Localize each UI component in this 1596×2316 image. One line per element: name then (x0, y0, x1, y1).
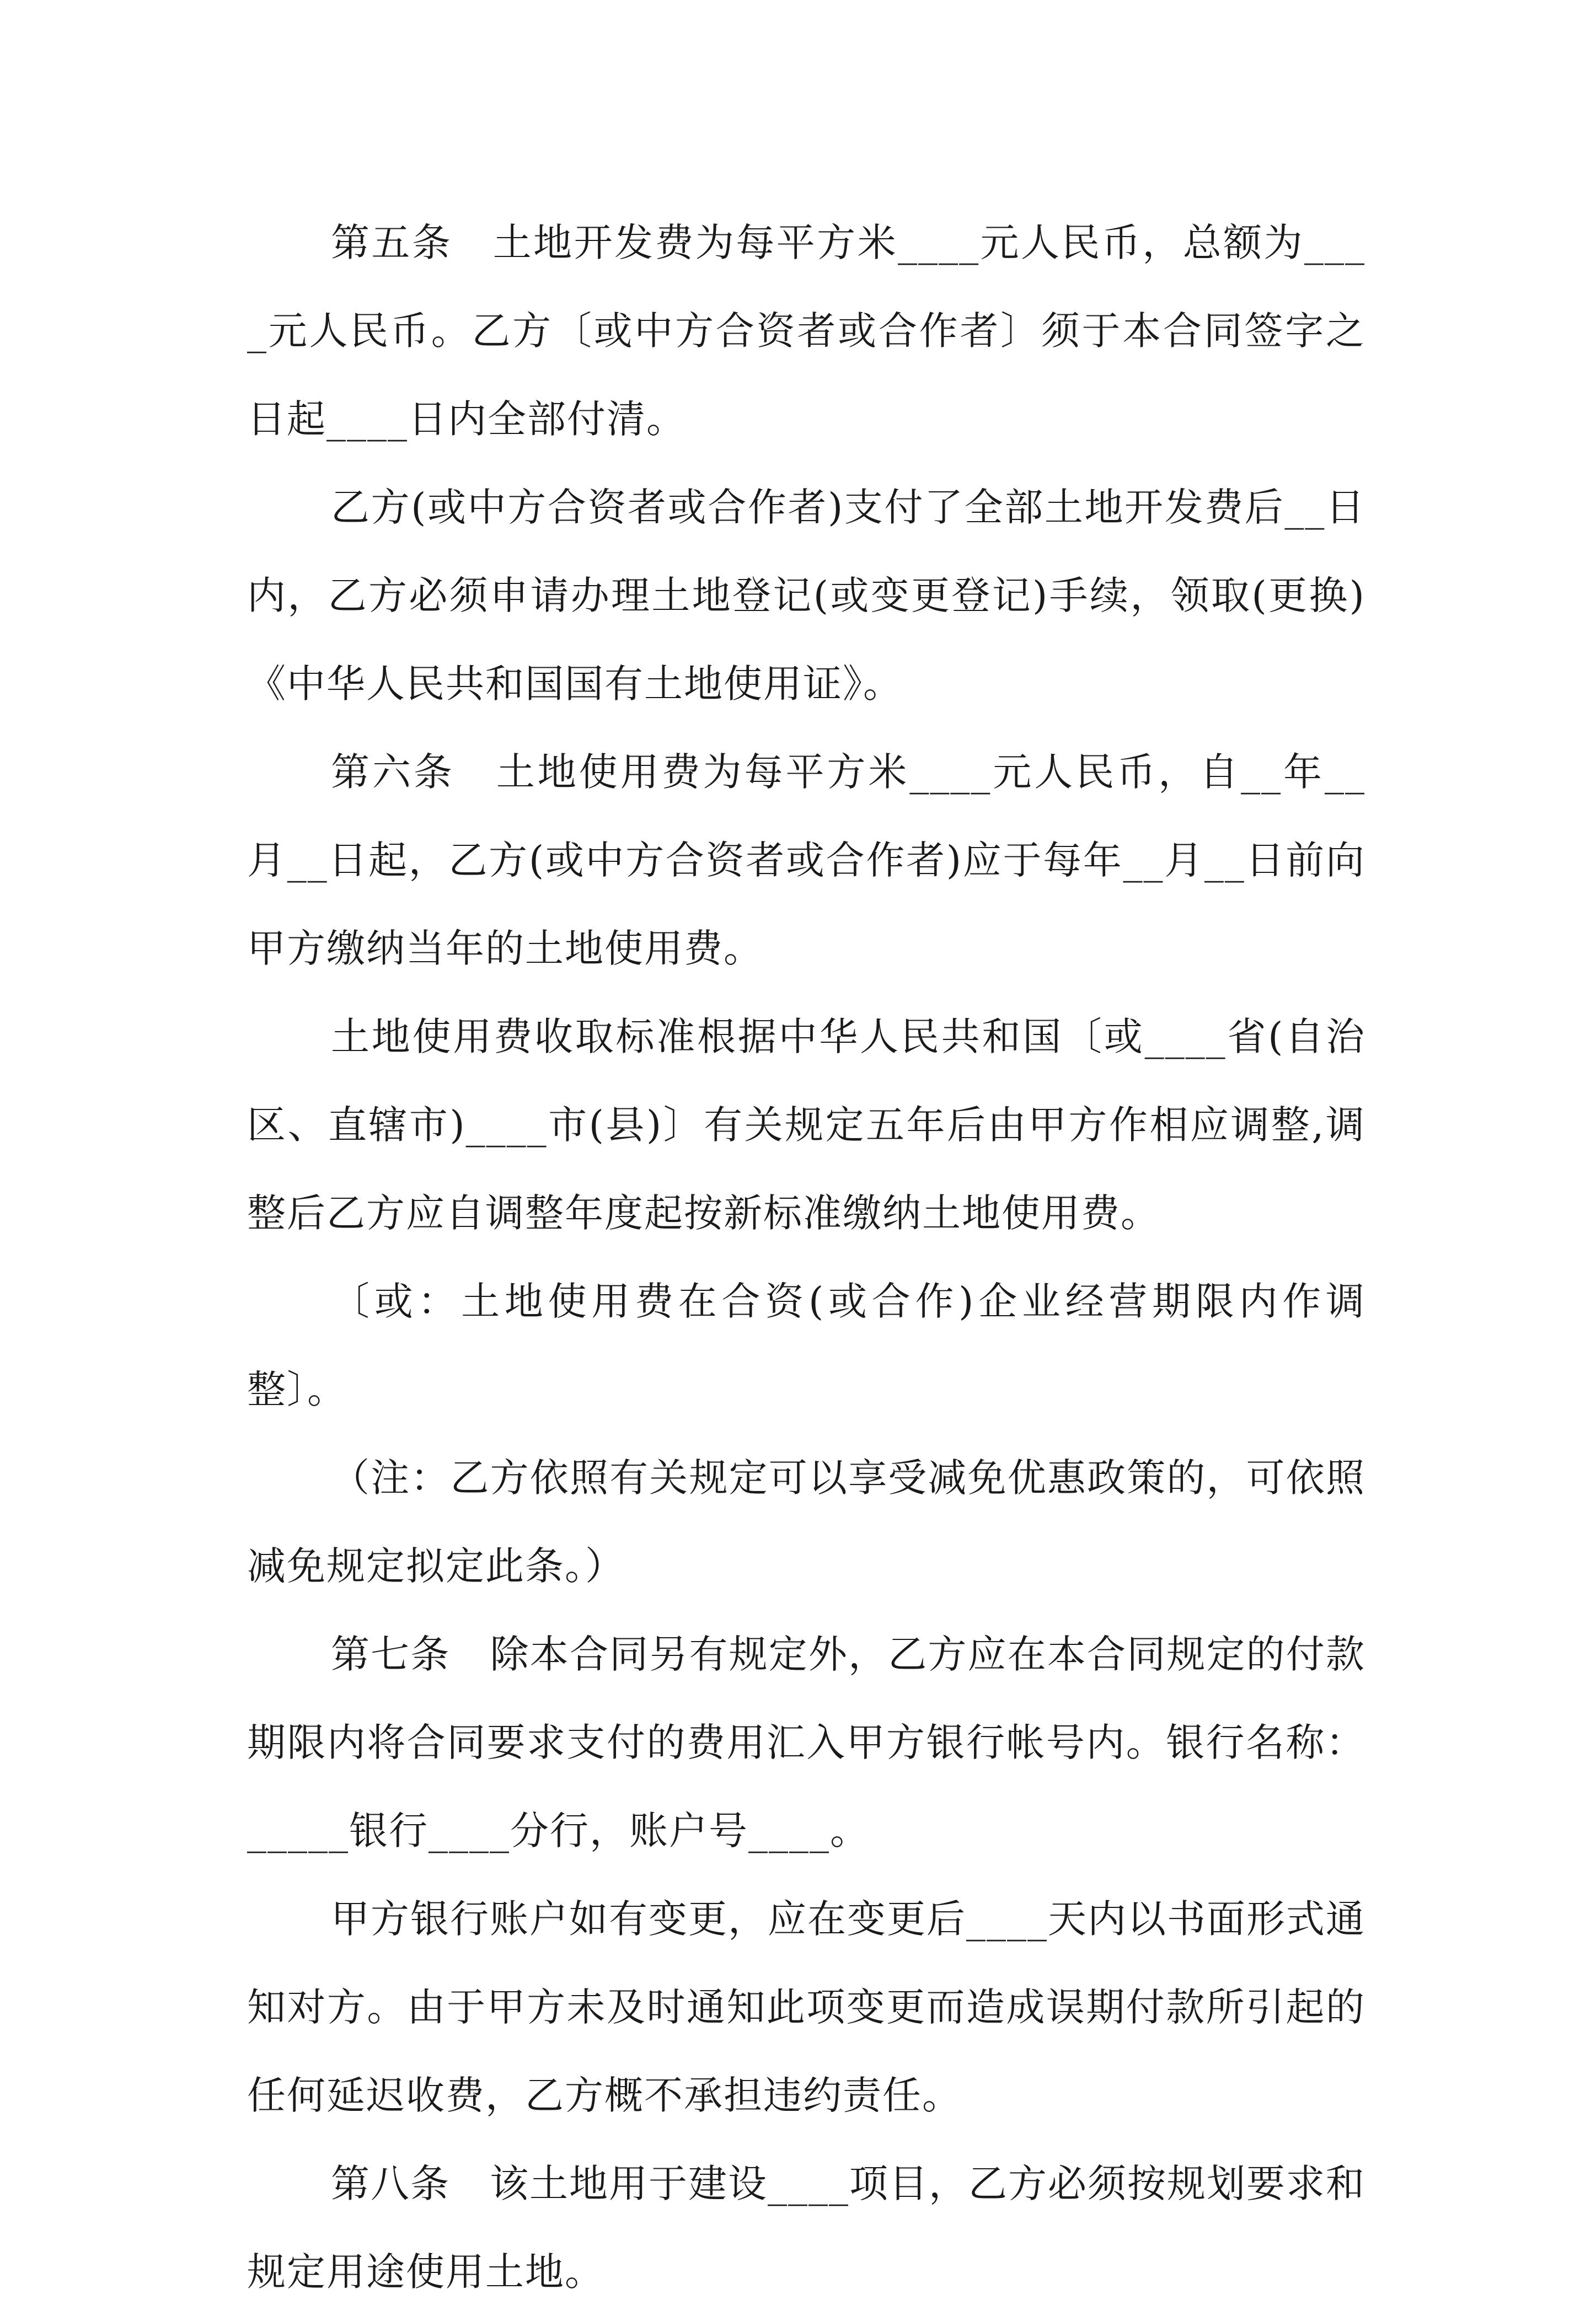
document-page (247, 199, 1365, 2316)
paragraph-fee-standard: 土地使用费收取标准根据中华人民共和国〔或____省(自治区、直辖市)____市(县)〕有关规定五年后由甲方作相应调整,调整后乙方应自调整年度起按新标准缴纳土地使用费。 (247, 1014, 1365, 1236)
paragraph-land-registration: 乙方(或中方合资者或合作者)支付了全部土地开发费后__日内，乙方必须申请办理土地登记(或变更登记)手续，领取(更换)《中华人民共和国国有土地使用证》。 (247, 485, 1365, 706)
paragraph-article-7: 第七条 除本合同另有规定外，乙方应在本合同规定的付款期限内将合同要求支付的费用汇入甲方银行帐号内。银行名称：_____银行____分行，账户号____。 (247, 1632, 1365, 1853)
paragraph-article-6: 第六条 土地使用费为每平方米____元人民币，自__年__月__日起，乙方(或中方合资者或合作者)应于每年__月__日前向甲方缴纳当年的土地使用费。 (247, 749, 1365, 971)
paragraph-bank-change: 甲方银行账户如有变更，应在变更后____天内以书面形式通知对方。由于甲方未及时通知此项变更而造成误期付款所引起的任何延迟收费，乙方概不承担违约责任。 (247, 1896, 1365, 2118)
paragraph-note: （注：乙方依照有关规定可以享受减免优惠政策的，可依照减免规定拟定此条。） (247, 1455, 1365, 1589)
paragraph-article-8: 第八条 该土地用于建设____项目，乙方必须按规划要求和规定用途使用土地。 (247, 2161, 1365, 2294)
paragraph-article-5: 第五条 土地开发费为每平方米____元人民币，总额为____元人民币。乙方〔或中方合资者或合作者〕须于本合同签字之日起____日内全部付清。 (247, 220, 1365, 442)
paragraph-fee-alternative: 〔或：土地使用费在合资(或合作)企业经营期限内作调整〕。 (247, 1279, 1365, 1412)
